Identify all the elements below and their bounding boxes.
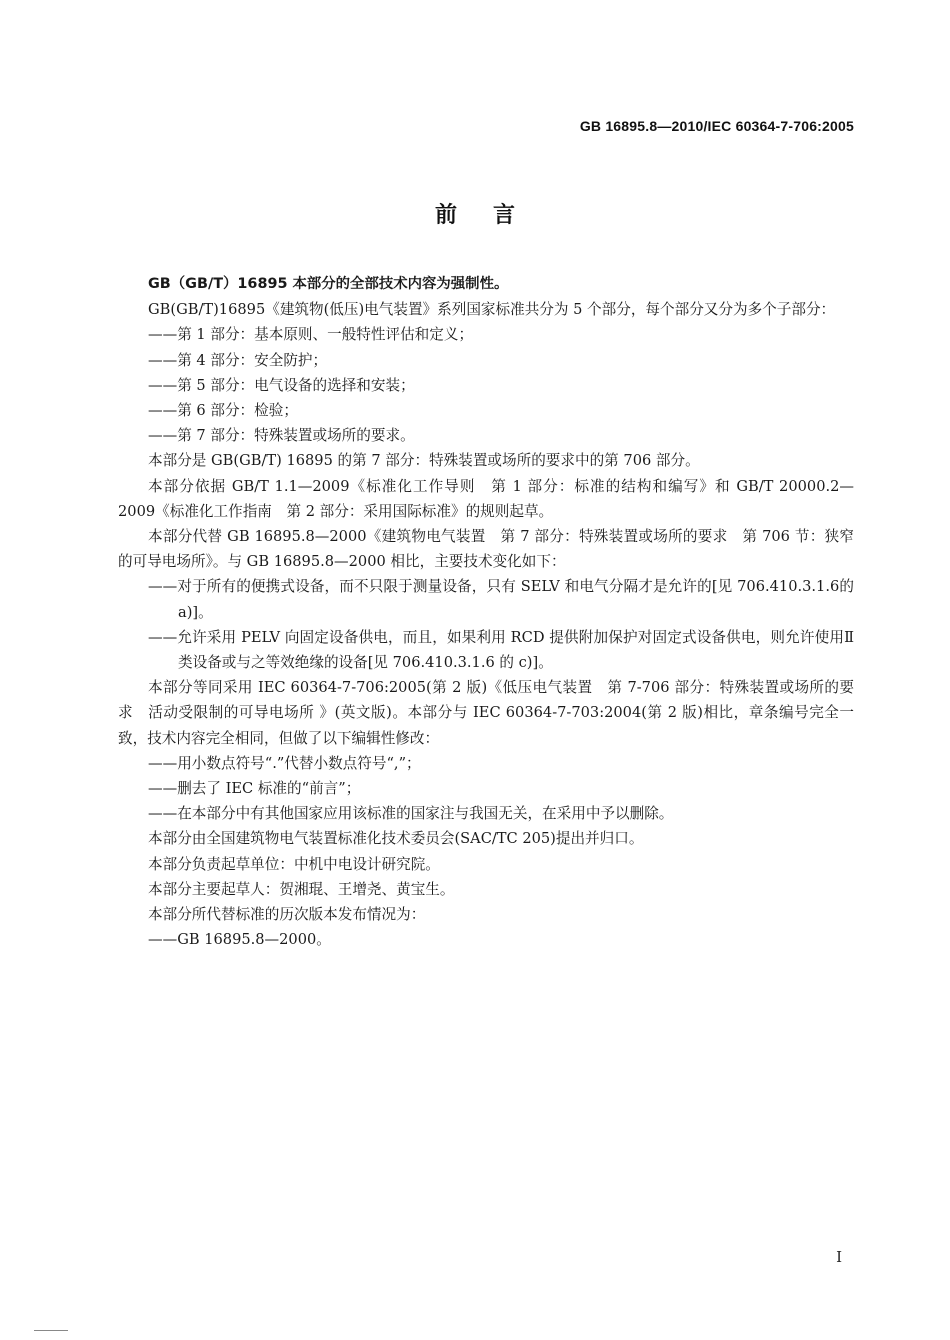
list-item-part-5: ——第 5 部分：电气设备的选择和安装； <box>148 376 415 394</box>
list-item-history-1: ——GB 16895.8—2000。 <box>148 931 331 949</box>
paragraph-replaces: 本部分代替 GB 16895.8—2000《建筑物电气装置 第 7 部分：特殊装置或场所的要求 第 706 节：狭窄的可导电场所》。与 GB 16895.8—2000 相比，主要技术变化如下： <box>118 528 854 571</box>
list-item-change-1: ——对于所有的便携式设备，而不只限于测量设备，只有 SELV 和电气分隔才是允许的[见 706.410.3.1.6的 a)]。 <box>148 578 854 621</box>
paragraph-mandatory-statement: GB（GB/T）16895 本部分的全部技术内容为强制性。 <box>148 276 509 292</box>
paragraph-part-scope: 本部分是 GB(GB/T) 16895 的第 7 部分：特殊装置或场所的要求中的第 706 部分。 <box>148 452 700 470</box>
list-item-part-1: ——第 1 部分：基本原则、一般特性评估和定义； <box>148 326 474 344</box>
standard-identifier: GB 16895.8—2010/IEC 60364-7-706:2005 <box>579 118 854 134</box>
page-title: 前言 <box>434 203 551 228</box>
paragraph-drafters: 本部分主要起草人：贺湘琨、王增尧、黄宝生。 <box>148 880 455 898</box>
paragraph-series-intro: GB(GB/T)16895《建筑物(低压)电气装置》系列国家标准共分为 5 个部分，每个部分又分为多个子部分： <box>148 301 836 319</box>
foreword-body <box>118 272 854 952</box>
paragraph-committee: 本部分由全国建筑物电气装置标准化技术委员会(SAC/TC 205)提出并归口。 <box>148 830 644 848</box>
list-item-part-7: ——第 7 部分：特殊装置或场所的要求。 <box>148 427 415 445</box>
list-item-part-4: ——第 4 部分：安全防护； <box>148 351 328 369</box>
list-item-edit-1: ——用小数点符号“.”代替小数点符号“,”； <box>148 754 421 772</box>
list-item-edit-2: ——删去了 IEC 标准的“前言”； <box>148 780 361 798</box>
list-item-part-6: ——第 6 部分：检验； <box>148 402 298 420</box>
scan-artifact-divider <box>34 1330 68 1331</box>
list-item-edit-3: ——在本部分中有其他国家应用该标准的国家注与我国无关，在采用中予以删除。 <box>148 805 674 823</box>
paragraph-drafting-unit: 本部分负责起草单位：中机中电设计研究院。 <box>148 855 440 873</box>
page-number: I <box>836 1248 842 1266</box>
list-item-change-2: ——允许采用 PELV 向固定设备供电，而且，如果利用 RCD 提供附加保护对固定式设备供电，则允许使用Ⅱ类设备或与之等效绝缘的设备[见 706.410.3.1.6 的 c)]。 <box>148 628 854 672</box>
paragraph-iec-equivalence: 本部分等同采用 IEC 60364-7-706:2005(第 2 版)《低压电气装置 第 7-706 部分：特殊装置或场所的要求 活动受限制的可导电场所 》(英文版)。本部分与 IEC 60364-7-703:2004(第 2 版)相比，章条编号完全一致，技术内容完全相同，但做了以下编辑性修改： <box>118 679 854 747</box>
paragraph-drafting-rules: 本部分依据 GB/T 1.1—2009《标准化工作导则 第 1 部分：标准的结构和编写》和 GB/T 20000.2—2009《标准化工作指南 第 2 部分：采用国际标准》的规则起草。 <box>118 477 854 520</box>
paragraph-history: 本部分所代替标准的历次版本发布情况为： <box>148 906 426 924</box>
